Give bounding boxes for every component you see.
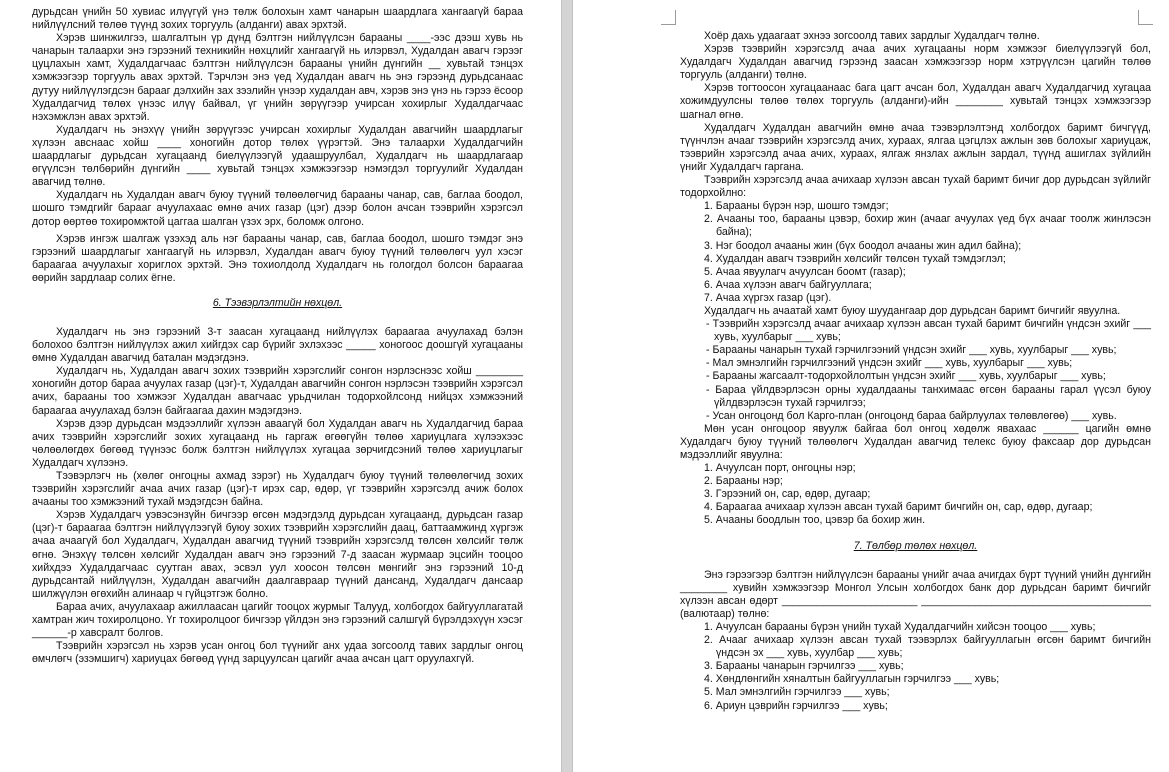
list-item: 6. Ачаа хүлээн авагч байгууллага; <box>704 278 872 291</box>
list-item: 5. Ачаа явуулагч ачуулсан боомт (газар); <box>704 265 906 278</box>
list-item: - Мал эмнэлгийн гэрчилгээний үндсэн эхийг ___ хувь, хуулбарыг ___ хувь; <box>706 357 1073 370</box>
list-item: 1. Барааны бүрэн нэр, шошго тэмдэг; <box>704 200 889 213</box>
paragraph: Хэрэв ингэж шалгаж үзэхэд аль нэг барааны чанар, сав, баглаа боодол, шошго тэмдэг энэ гэрээний шаардлагыг хангаагүй нь илэрвэл, Худалдан авагч буюу түүний төлөөлөгч уул хэсэг бараагаа ачуулахыг хориглох эрхтэй. Энэ тохиолдолд Худалдагч нь гологдол болсон бараагаа өөрийн зардлаар солих ёгне. <box>32 232 523 284</box>
page-gutter <box>561 0 573 772</box>
paragraph: Хэрэв тогтоосон хугацаанаас бага цагт ачсан бол, Худалдан авагч Худалдагчид хугацаа хожимдуулсны төлөө төлөх торгууль (алданги)-ийн ________ хувьтай тэнцэх хэмжээгээр шагнал өгнө. <box>680 82 1151 121</box>
list-item: - Барааны чанарын тухай гэрчилгээний үндсэн эхийг ___ хувь, хуулбарыг ___ хувь; <box>706 344 1117 357</box>
dash-list <box>680 318 1151 423</box>
paragraph: Хоёр дахь удаагаат эхнээ зогсоолд тавих зардлыг Худалдагч төлнө. <box>704 30 1040 42</box>
list-item: - Бараа үйлдвэрлэсэн орны худалдааны танхимаас өгсөн барааны гарал үүсэл буюу үйлдвэрлэсэн тухай гэрчилгээ; <box>706 383 1151 409</box>
list-item: 2. Ачааг ачихаар хүлээн авсан тухай тээвэрлэх байгууллагын өгсөн баримт бичгийн үндсэн эх ___ хувь, хуулбар ___ хувь; <box>704 634 1151 660</box>
document-page-left <box>0 0 561 772</box>
numbered-list <box>680 621 1151 713</box>
list-item: 6. Ариун цэврийн гэрчилгээ ___ хувь; <box>704 699 888 712</box>
list-item: 1. Ачуулсан порт, онгоцны нэр; <box>704 462 856 475</box>
list-item: 3. Гэрээний он, сар, өдөр, дугаар; <box>704 488 871 501</box>
list-item: 5. Ачааны боодлын тоо, цэвэр ба бохир жин. <box>704 514 926 527</box>
list-item: 2. Ачааны тоо, барааны цэвэр, бохир жин (ачааг ачуулах үед бүх ачааг тоолж жинлэсэн байна); <box>704 213 1151 239</box>
list-item: 3. Нэг боодол ачааны жин (бүх боодол ачааны жин адил байна); <box>704 239 1022 252</box>
list-item: 1. Ачуулсан барааны бүрэн үнийн тухай Худалдагчийн хийсэн тооцоо ___ хувь; <box>704 620 1096 633</box>
paragraph: Тээвэрлэгч нь (хөлөг онгоцны ахмад зэрэг) нь Худалдагч буюу түүний төлөөлөгчид зохих тээврийн хэрэгслийг ачаа ачих газар (цэг)-т ирэх сар, өдөр, үг тээврийн хэрэгсэлд ачиж болох ачааны тоо хэмжээний тухай мэдэгдсэн байна. <box>32 470 523 509</box>
paragraph: Хэрэв Худалдагч уэвэсэнзүйн бичгээр өгсөн мэдэгдэлд дурьдсан хугацаанд, дурьдсан газар (цэг)-т бараагаа бэлтгэн нийлүүлээгүй буюу зохих тээврийн хэрэгслийн даац, баттаамжинд хүргэж ачаа ачаагүй бол Худалдагч, Худалдан авагчид түүний тээврийн хэрэгсэлд төлсөн хөлсийг төлж өгнө. Энэхүү төлсөн хөлсийг Худалдан авагч энэ гэрээний 7-д заасан журмаар эцсийн тооцоо хийхдээ Худалдагчаас суутган авах, эсвэл уул хоосон төлсөн мөнгийг энэ гэрээний 10-д дурьдсантай нийлүүлэн, Худалдан авагчийн даалгавраар түүний дансанд, Худалдагч дансаар шилжүүлэн өгөхийн алинаар ч гүйцэтгэж болно. <box>32 509 523 600</box>
paragraph: Тээврийн хэрэгсэл нь хэрэв усан онгоц бол түүнийг анх удаа зогсоолд тавих зардлыг онгоц өмчлөгч (эзэмшигч) хариуцах бөгөөд үүнд зарцуулсан цагийг ачаа ачсан цагт оруулахгүй. <box>32 640 523 666</box>
paragraph: Бараа ачих, ачуулахаар ажиллаасан цагийг тооцох журмыг Талууд, холбогдох байгууллагатай хамтран жич тохиролцоно. Үг тохиролцоог бичгээр үйлдэн энэ гэрээний салшгүй бүрэлдэхүүн хэсэг ______-р хавсралт болгов. <box>32 600 523 640</box>
numbered-list <box>680 462 1151 527</box>
section-heading: 7. Төлбөр төлөх нөхцөл. <box>853 539 978 552</box>
paragraph: Худалдагч нь энэхүү үнийн зөрүүгээс учирсан хохирлыг Худалдан авагчийн шаардлагыг хүлээн авснаас хойш ____ хоногийн дотор төлөх үүрэгтэй. Энэ талаархи Худалдагчийн шаардлагыг дурьдсан хугацаанд биелүүлээгүй удаашруулбал, Худалдагч нь шаардлагаар өгүүлсэн төлбөрийн дүнгийн ____ хувьтай тэнцэх хэмжээгээр нэмэгдэл торгуулийг Худалдан авагчид төлнө. <box>32 123 523 189</box>
numbered-list <box>680 200 1151 305</box>
list-item: 2. Барааны нэр; <box>704 475 783 488</box>
list-item: 4. Бараагaa ачихаар хүлээн авсан тухай баримт бичгийн он, сар, өдөр, дугаар; <box>704 501 1093 514</box>
list-item: 3. Барааны чанарын гэрчилгээ ___ хувь; <box>704 660 904 673</box>
paragraph: Худалдагч нь энэ гэрээний 3-т заасан хугацаанд нийлүүлэх бараагаа ачуулахад бэлэн болохоо бэлтгэн нийлүүлэх ажил хийгдэх сар бүрийг эхлэхээс _____ хоногоос доошгүй хугацааны өмнө Худалдан авагчид баталан мэдэгдэнэ. <box>32 325 523 365</box>
crop-mark <box>1138 10 1153 25</box>
list-item: - Усан онгоцонд бол Карго-план (онгоцонд бараа байрлуулах төлөвлөгөө) ___ хувь. <box>706 409 1117 422</box>
paragraph: Энэ гэрээгээр бэлтгэн нийлүүлсэн барааны үнийг ачаа ачигдах бүрт түүний үнийн дүнгийн ________ хувийн хэмжээгээр Монгол Улсын холбогдох банк дор дурьдсан баримт бичгийг хүлээн авсан өдөрт _______________________ _______________________________________ (валютаар) төлнө: <box>680 568 1151 620</box>
paragraph: Худалдагч нь ачаатай хамт буюу шуудангаар дор дурьдсан баримт бичгийг явуулна. <box>704 304 1121 317</box>
paragraph: Худалдагч нь, Худалдан авагч зохих тээврийн хэрэгслийг сонгон нэрлэснээс хойш ________ хоногийн дотор бараа ачуулах газар (цэг)-т, Худалдан авагчийн сонгон нэрлэсэн тээврийн хэрэгсэл ачих, барааны тоо хэмжээг Худалдан авагчаас урьдчилан тодорхойлсонд нийцэх хэмжээний бараагаа ачуулахад бэлэн байгаагаа дахин мэдэгдэнэ. <box>32 365 523 417</box>
paragraph: Худалдагч нь Худалдан авагч буюу түүний төлөөлөгчид барааны чанар, сав, баглаа боодол, шошго тэмдгийг барааг ачуулахаас өмнө ачих газар (цэг) дээр болон ачсан тээврийн хэрэгсэл дотор өөртөө тохиромжтой цаггаа шалган үзэх эрх, боломж олгоно. <box>32 189 523 228</box>
document-page-right <box>573 0 1169 772</box>
paragraph: Тээврийн хэрэгсэлд ачаа ачихаар хүлээн авсан тухай баримт бичиг дор дурьдсан зүйлийг тодорхойлно: <box>680 174 1151 200</box>
list-item: 7. Ачаа хүргэх газар (цэг). <box>704 291 832 304</box>
crop-mark <box>661 10 676 25</box>
list-item: - Тээврийн хэрэгсэлд ачааг ачихаар хүлээн авсан тухай баримт бичгийн үндсэн эхийг ___ хувь, хуулбарыг ___ хувь; <box>706 318 1151 344</box>
section-heading: 6. Тээвэрлэлтийн нөхцөл. <box>212 296 343 309</box>
list-item: - Барааны жагсаалт-тодорхойлолтын үндсэн эхийг ___ хувь, хуулбарыг ___ хувь; <box>706 370 1106 383</box>
paragraph: Хэрэв шинжилгээ, шалгалтын үр дүнд бэлтгэн нийлүүлсэн барааны ____-ээс дээш хувь нь чанарын талаархи энэ гэрээний техникийн нөхцлийг хангаагүй нь илэрвэл, Худалдан авагч гэрээг цуцлахын хамт, Худалдагчаас бэлтгэн нийлүүлсэн барааны үнийн дүнгийн __ хувьтай тэнцэх хэмжээгээр торгууль авах эрхтэй. Тэрчлэн энэ үед Худалдан авагч нь энэ гэрээнд дурьдсанаас дутуу нийлүүлэгдсэн барааг дэлхийн зах зээлийн үнээр худалдан авч, хэрэв энэ үнэ нь гэрээ ёсоор Худалдагчид төлөх үнээс илүү байвал, үг үнийн зөрүүгээр учирсан хохирлыг Худалдагчаас нэхэмжлэн авах эрхтэй. <box>32 32 523 123</box>
list-item: 5. Мал эмнэлгийн гэрчилгээ ___ хувь; <box>704 686 890 699</box>
paragraph: Хэрэв тээврийн хэрэгсэлд ачаа ачих хугацааны норм хэмжээг биелүүлээгүй бол, Худалдагч Худалдан авагчид гэрээнд заасан хэмжээгээр норм хэтрүүлсэн цагийн төлөө торгууль (алданги) төлнө. <box>680 43 1151 82</box>
paragraph: Мөн усан онгоцоор явуулж байгаа бол онгоц хөдөлж явахаас ______ цагийн өмнө Худалдагч буюу түүний төлөөлөгч Худалдан авагчид телекс буюу факсаар дор дурьдсан мэдээллийг явуулна: <box>680 422 1151 461</box>
paragraph: дурьдсан үнийн 50 хувиас илүүгүй үнэ төлж болохын хамт чанарын шаардлага хангаагүй бараа нийлүүлсний төлөө түүнд зохих торгууль (алданги) авах эрхтэй. <box>32 6 523 32</box>
list-item: 4. Хөндлөнгийн хяналтын байгууллагын гэрчилгээ ___ хувь; <box>704 673 1000 686</box>
list-item: 4. Худалдан авагч тээврийн хөлсийг төлсөн тухай тэмдэглэл; <box>704 252 1006 265</box>
paragraph: Хэрэв дээр дурьдсан мэдээллийг хүлээн аваагүй бол Худалдан авагч нь Худалдагчид бараа ачих тээврийн хэрэгслийг зохих хугацаанд нь гаргаж өгөөгүйн төлөө хариуцлага хүлээхээс чөлөөлөгдөх бөгөөд түүнээс болж бэлтгэн нийлүүлэх хугацаа зөрчигдсэний төлөө хариуцлагыг Худалдагч хүлээнэ. <box>32 417 523 469</box>
paragraph: Худалдагч Худалдан авагчийн өмнө ачаа тээвэрлэлтэнд холбогдох баримт бичгүүд, түүнчлэн ачааг тээврийн хэрэгсэлд ачих, хураах, ялгаа цэгцлэх ажлын зөв болохыг хариуцаж, тээврийн хэрэгсэлд ачаа ачих, хураах, ялгаж янзлах ажлын зардал, түүнд ашиглах зүйлийн үнийг Худалдагч гаргана. <box>680 121 1151 173</box>
